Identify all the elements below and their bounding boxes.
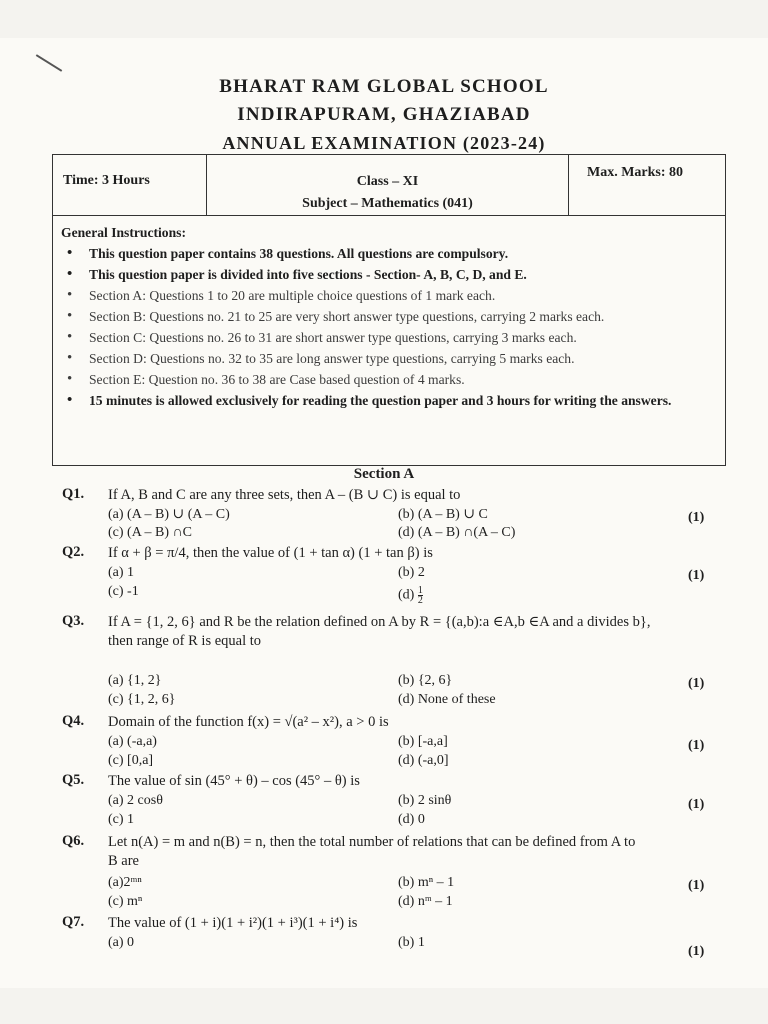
question-number: Q5. [62, 772, 85, 788]
question-text: The value of (1 + i)(1 + i²)(1 + i³)(1 + i⁴) is [108, 915, 358, 931]
option-a: (a) 1 [108, 565, 135, 580]
exam-title: ANNUAL EXAMINATION (2023-24) [222, 133, 546, 153]
option-c: (c) [0,a] [108, 753, 154, 768]
instruction-item: • 15 minutes is allowed exclusively for reading the question paper and 3 hours for writing the answers. [89, 390, 717, 411]
marks-label: (1) [688, 676, 705, 691]
question-number: Q2. [62, 544, 85, 560]
question-text: If A = {1, 2, 6} and R be the relation defined on A by R = {(a,b):a ∈A,b ∈A and a divides b}, then range of R is equal to [108, 614, 651, 649]
option-d: (d) None of these [398, 692, 496, 707]
question-number: Q4. [62, 713, 85, 729]
option-b: (b) (A – B) ∪ C [398, 507, 488, 522]
subject-label: Subject – Mathematics (041) [302, 196, 473, 211]
option-c: (c) 1 [108, 812, 135, 827]
instructions-list [61, 243, 717, 411]
max-marks-cell: Max. Marks: 80 [587, 165, 684, 180]
instruction-item: • This question paper is divided into five sections - Section- A, B, C, D, and E. [89, 264, 717, 285]
question-text: The value of sin (45° + θ) – cos (45° – θ) is [108, 773, 360, 789]
option-b: (b) {2, 6} [398, 673, 453, 688]
marks-label: (1) [688, 568, 705, 583]
option-a: (a)2ᵐⁿ [108, 875, 142, 890]
option-a: (a) 0 [108, 935, 135, 950]
option-b: (b) 1 [398, 935, 425, 950]
question-number: Q1. [62, 486, 85, 502]
option-d [398, 586, 423, 605]
marks-label: (1) [688, 510, 705, 525]
option-a: (a) (-a,a) [108, 734, 157, 749]
option-d: (d) (A – B) ∩(A – C) [398, 525, 516, 540]
fraction-numerator: 1 [417, 585, 423, 596]
option-b: (b) mⁿ – 1 [398, 875, 455, 890]
general-instructions [52, 216, 726, 466]
instruction-item: • Section E: Question no. 36 to 38 are Case based question of 4 marks. [89, 369, 717, 390]
instruction-item: • Section C: Questions no. 26 to 31 are short answer type questions, carrying 3 marks each. [89, 327, 717, 348]
question-text: Let n(A) = m and n(B) = n, then the total number of relations that can be defined from A to B are [108, 834, 636, 869]
option-a: (a) {1, 2} [108, 673, 162, 688]
question-number: Q7. [62, 914, 85, 930]
marks-label: (1) [688, 944, 705, 959]
option-c: (c) (A – B) ∩C [108, 525, 192, 540]
instruction-item: • This question paper contains 38 questions. All questions are compulsory. [89, 243, 717, 264]
option-d: (d) nᵐ – 1 [398, 894, 453, 909]
marks-label: (1) [688, 797, 705, 812]
question-text: If A, B and C are any three sets, then A – (B ∪ C) is equal to [108, 487, 461, 503]
option-c: (c) -1 [108, 584, 139, 599]
option-a: (a) (A – B) ∪ (A – C) [108, 507, 230, 522]
class-subject-cell [207, 155, 569, 215]
instruction-item: • Section A: Questions 1 to 20 are multiple choice questions of 1 mark each. [89, 285, 717, 306]
marks-label: (1) [688, 878, 705, 893]
option-b: (b) 2 [398, 565, 425, 580]
question-text: Domain of the function f(x) = √(a² – x²), a > 0 is [108, 714, 389, 730]
question-number: Q3. [62, 613, 85, 629]
option-d: (d) (-a,0] [398, 753, 449, 768]
class-label: Class – XI [356, 174, 419, 189]
option-b: (b) 2 sinθ [398, 793, 452, 808]
instruction-item: • Section B: Questions no. 21 to 25 are very short answer type questions, carrying 2 marks each. [89, 306, 717, 327]
fraction-one-half [418, 586, 423, 605]
option-d-label: (d) [398, 587, 415, 603]
instructions-title: General Instructions: [61, 225, 186, 240]
instruction-item: • Section D: Questions no. 32 to 35 are long answer type questions, carrying 5 marks each. [89, 348, 717, 369]
option-b: (b) [-a,a] [398, 734, 448, 749]
question-number: Q6. [62, 833, 85, 849]
option-d: (d) 0 [398, 812, 425, 827]
time-cell: Time: 3 Hours [53, 155, 207, 215]
question-text: If α + β = π/4, then the value of (1 + tan α) (1 + tan β) is [108, 545, 433, 561]
option-a: (a) 2 cosθ [108, 793, 163, 808]
info-table [52, 154, 726, 216]
option-c: (c) {1, 2, 6} [108, 692, 176, 707]
school-location: INDIRAPURAM, GHAZIABAD [237, 104, 531, 125]
school-name: BHARAT RAM GLOBAL SCHOOL [219, 76, 549, 97]
marks-label: (1) [688, 738, 705, 753]
option-c: (c) mⁿ [108, 894, 143, 909]
fraction-denominator: 2 [417, 595, 423, 606]
section-title: Section A [353, 466, 415, 482]
